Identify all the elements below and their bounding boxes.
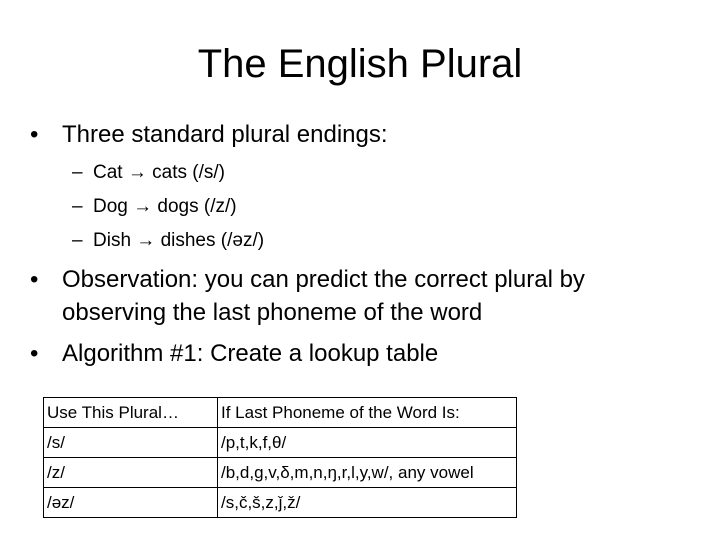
table-header-cell: If Last Phoneme of the Word Is: (218, 398, 517, 428)
table-cell: /s,č,š,z,ǰ,ž/ (218, 488, 517, 518)
table-row (44, 488, 517, 518)
lookup-table (43, 397, 517, 518)
table-header-row (44, 398, 517, 428)
bullet-dot: • (30, 266, 39, 293)
table-cell: /s/ (44, 428, 218, 458)
bullet-text: Observation: you can predict the correct plural by (62, 266, 585, 293)
table-row (44, 458, 517, 488)
bullet-text: Three standard plural endings: (62, 121, 388, 148)
table-cell: /əz/ (44, 488, 218, 518)
dash-marker: – (72, 162, 83, 183)
sub-bullet-text: Cat → cats (/s/) (93, 162, 225, 183)
table-cell: /z/ (44, 458, 218, 488)
dash-marker: – (72, 230, 83, 251)
bullet-dot: • (30, 121, 39, 148)
dash-marker: – (72, 196, 83, 217)
bullet-dot: • (30, 340, 39, 367)
table-header-cell: Use This Plural… (44, 398, 218, 428)
bullet-text: Algorithm #1: Create a lookup table (62, 340, 439, 367)
bullet-text: observing the last phoneme of the word (62, 299, 483, 326)
table-cell: /b,d,g,v,δ,m,n,ŋ,r,l,y,w/, any vowel (218, 458, 517, 488)
sub-bullet-text: Dish → dishes (/əz/) (93, 230, 265, 251)
table-cell: /p,t,k,f,θ/ (218, 428, 517, 458)
sub-bullet-text: Dog → dogs (/z/) (93, 196, 237, 217)
slide-title: The English Plural (197, 42, 523, 86)
table-row (44, 428, 517, 458)
